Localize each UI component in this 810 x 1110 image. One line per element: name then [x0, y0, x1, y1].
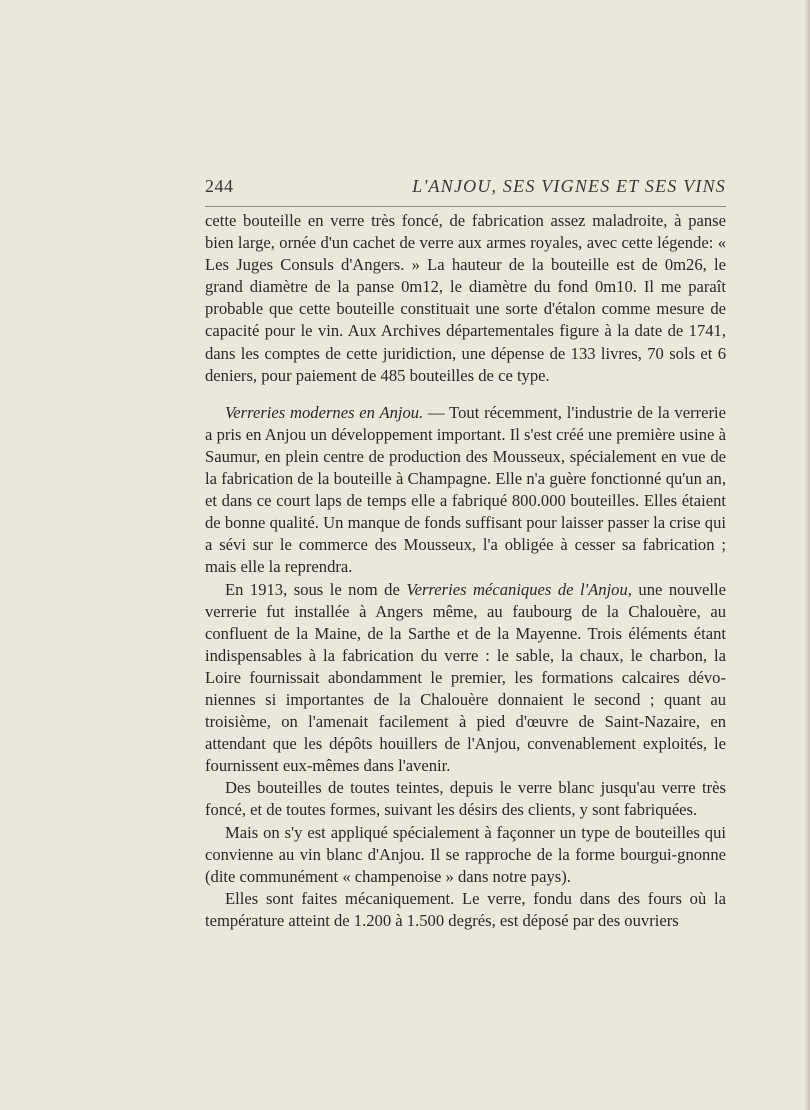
- paragraph-2: [205, 402, 726, 579]
- section-title: Verreries modernes en Anjou.: [225, 402, 424, 422]
- paragraph-6: Elles sont faites mécaniquement. Le verre, fondu dans des fours où la température atteint de 1.200 à 1.500 degrés, est déposé par des ouvriers: [205, 888, 726, 930]
- paragraph-3-lead: En 1913, sous le nom de: [225, 579, 407, 599]
- body-text: [205, 210, 726, 932]
- running-title: L'ANJOU, SES VIGNES ET SES VINS: [412, 176, 726, 196]
- paragraph-5: Mais on s'y est appliqué spécialement à façonner un type de bouteilles qui convienne au vin blanc d'Anjou. Il se rapproche de la forme bourgui-gnonne (dite communément « champenoise » dans notre pays).: [205, 822, 726, 886]
- company-name: Verreries mécaniques de l'Anjou,: [406, 579, 632, 599]
- page-header: [205, 176, 726, 207]
- paragraph-3-text: une nouvelle verrerie fut installée à Angers même, au faubourg de la Chalouère, au confluent de la Maine, de la Sarthe et de la Mayenne. Trois éléments étant indispensables à la fabrication du verre : le sable, la chaux, le charbon, la Loire fournissait abondamment le premier, les formations calcaires dévo-niennes si importantes de la Chalouère donnaient le second ; quant au troisième, on l'amenait facilement à pied d'œuvre de Saint-Nazaire, en attendant que les dépôts houillers de l'Anjou, convenablement exploités, le fournissent eux-mêmes dans l'avenir.: [205, 579, 726, 776]
- page-edge-shadow: [804, 0, 810, 1110]
- paragraph-3: [205, 579, 726, 778]
- page-number: 244: [205, 176, 234, 196]
- paragraph-1: cette bouteille en verre très foncé, de fabrication assez maladroite, à panse bien large, ornée d'un cachet de verre aux armes royales, avec cette légende: « Les Juges Consuls d'Angers. » La hauteur de la bouteille est de 0m26, le grand diamètre de la panse 0m12, le diamètre du fond 0m10. Il me paraît probable que cette bouteille constituait une sorte d'étalon comme mesure de capacité pour le vin. Aux Archives départementales figure à la date de 1741, dans les comptes de cette juridiction, une dépense de 133 livres, 70 sols et 6 deniers, pour paiement de 485 bouteilles de ce type.: [205, 211, 726, 385]
- paragraph-2-text: — Tout récemment, l'industrie de la verrerie a pris en Anjou un développement important. Il s'est créé une première usine à Saumur, en plein centre de production des Mousseux, spécialement en vue de la fabrication de la bouteille à Champagne. Elle n'a guère fonctionné qu'un an, et dans ce court laps de temps elle a fabriqué 800.000 bouteilles. Elles étaient de bonne qualité. Un manque de fonds suffisant pour laisser passer la crise qui a sévi sur le commerce des Mousseux, l'a obligée à cesser sa fabrication ; mais elle la reprendra.: [205, 402, 726, 577]
- paragraph-4: Des bouteilles de toutes teintes, depuis le verre blanc jusqu'au verre très foncé, et de toutes formes, suivant les désirs des clients, y sont fabriquées.: [205, 778, 726, 820]
